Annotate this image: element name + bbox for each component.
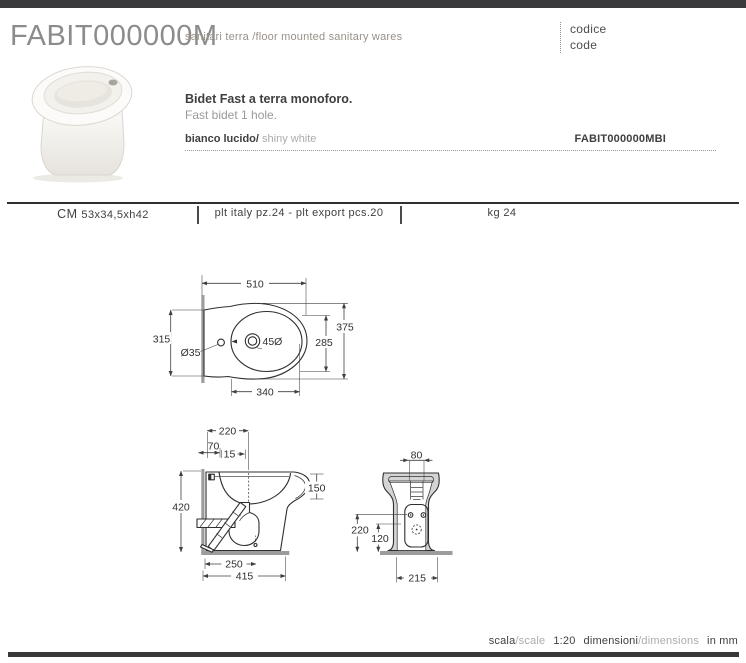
- product-description: [185, 92, 352, 123]
- finish-label-en: shiny white: [258, 133, 317, 145]
- dim-plan-depth: 375: [336, 321, 354, 334]
- dim-plan-hole-small: Ø35: [180, 347, 201, 359]
- scale-label-it: scala: [488, 635, 516, 647]
- side-view-drawing: [169, 425, 329, 583]
- dim-side-length: 415: [235, 570, 254, 583]
- dim-side-15: 15: [223, 448, 236, 461]
- bottom-rule-bar: [8, 652, 739, 657]
- spec-size-value: 53x34,5xh42: [81, 209, 149, 221]
- dim-plan-bowl-depth: 285: [315, 337, 333, 349]
- finish-label-it: bianco lucido/: [185, 133, 259, 145]
- scale-value: 1:20: [553, 635, 576, 647]
- category-label: sanitari terra /floor mounted sanitary wares: [185, 31, 403, 43]
- product-photo: [16, 58, 136, 186]
- scale-note: [489, 635, 738, 647]
- plan-faucet-hole: [245, 334, 259, 348]
- spec-separator-1: [197, 206, 199, 224]
- dimensions-label-en: /dimensions: [638, 635, 700, 647]
- spec-pallet: plt italy pz.24 - plt export pcs.20: [214, 207, 384, 219]
- front-view-drawing: [347, 450, 453, 585]
- side-drain-marker: [254, 544, 257, 547]
- dim-plan-hole-center: 45Ø: [262, 336, 283, 348]
- dim-side-drain-offset: 250: [225, 558, 243, 571]
- scale-label-en: /scale: [515, 635, 546, 647]
- dim-side-height: 420: [172, 501, 190, 514]
- dim-side-70: 70: [207, 440, 220, 453]
- spec-weight: kg 24: [487, 207, 517, 219]
- dim-plan-back-width: 315: [152, 333, 171, 346]
- description-it: Bidet Fast a terra monoforo.: [185, 92, 353, 106]
- finish-label: [185, 133, 316, 145]
- plan-view-drawing: [152, 275, 359, 399]
- dimensions-label-it: dimensioni: [583, 635, 639, 647]
- dim-front-hole-span: 80: [410, 449, 423, 462]
- code-legend-it: codice: [570, 22, 607, 36]
- code-legend-en: code: [570, 37, 598, 52]
- technical-drawings: [0, 240, 746, 620]
- dim-front-drain-height: 120: [371, 532, 389, 545]
- product-code-title: FABIT000000M: [10, 20, 218, 52]
- code-legend: [560, 22, 607, 53]
- spec-size: [57, 207, 149, 221]
- spec-rule: [7, 202, 739, 204]
- top-rule-bar: [0, 0, 746, 8]
- dim-plan-bowl-width: 340: [256, 386, 274, 399]
- dim-front-base-width: 215: [408, 572, 426, 585]
- dimensions-unit: in mm: [707, 635, 738, 647]
- spec-separator-2: [400, 206, 402, 224]
- finish-row: [185, 133, 716, 151]
- description-en: Fast bidet 1 hole.: [185, 107, 278, 122]
- dim-plan-width: 510: [246, 278, 264, 291]
- spec-size-unit: CM: [57, 207, 78, 221]
- finish-code: FABIT000000MBI: [574, 133, 666, 145]
- dim-side-wall-to-hole: 220: [218, 425, 237, 438]
- dim-front-holes-height: 220: [351, 524, 369, 537]
- plan-small-hole: [218, 339, 225, 346]
- photo-faucet-hole: [109, 80, 118, 86]
- dim-side-rim-depth: 150: [307, 482, 326, 495]
